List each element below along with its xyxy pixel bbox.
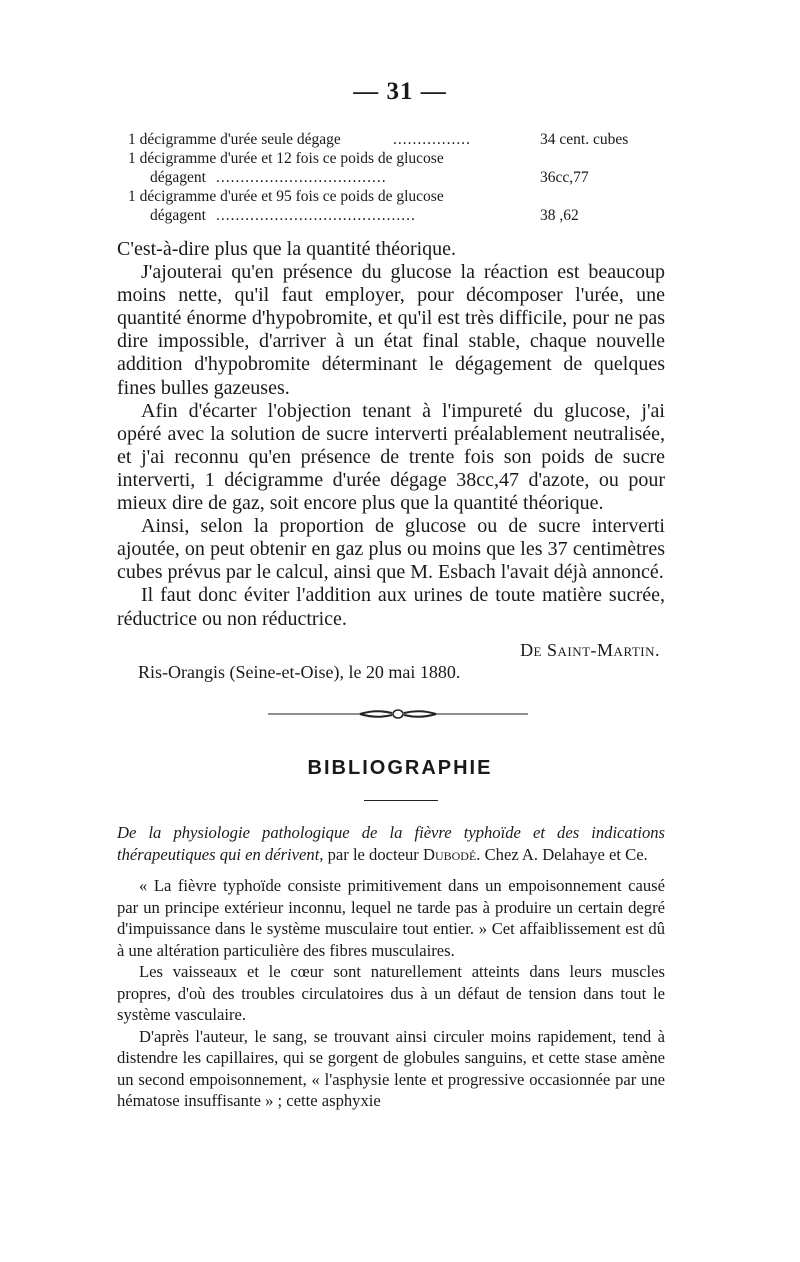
result-row xyxy=(128,130,668,149)
place-date: Ris-Orangis (Seine-et-Oise), le 20 mai 1880. xyxy=(138,662,461,682)
result-value: 36cc,77 xyxy=(540,169,589,186)
results-list xyxy=(128,130,668,225)
heading-rule xyxy=(364,800,438,801)
result-row xyxy=(128,168,668,187)
result-text: 1 décigramme d'urée et 12 fois ce poids de glucose xyxy=(128,150,444,167)
result-value: 38 ,62 xyxy=(540,207,579,224)
review-paragraph: Les vaisseaux et le cœur sont naturellement atteints dans leurs muscles propres, d'où des troubles circulatoires dus à un défaut de tension dans tout le système vasculaire. xyxy=(117,962,665,1024)
result-leader: ......................................... xyxy=(216,207,416,224)
result-row xyxy=(128,187,668,206)
publisher: . Chez A. Delahaye et Ce. xyxy=(476,844,648,864)
bibliography-entry xyxy=(117,822,665,1112)
paragraph: J'ajouterai qu'en présence du glucose la réaction est beaucoup moins nette, qu'il faut employer, pour décomposer l'urée, une quantité énorme d'hypobromite, et qu'il est très difficile, pour ne pas dire impossible, d'arriver à un état final stable, chaque nouvelle addition d'hypobromite déterminant le dégagement de quelques fines bulles gazeuses. xyxy=(117,261,665,399)
result-text: 1 décigramme d'urée seule dégage xyxy=(128,131,341,148)
review-paragraph: D'après l'auteur, le sang, se trouvant ainsi circuler moins rapidement, tend à distendre les capillaires, qui se gorgent de globules sanguins, et cette stase amène un second empoisonnement, « l'asphysie lente et progressive occasionnée par une hématose insuffisante » ; cette asphyxie xyxy=(117,1026,665,1110)
result-leader: ................ xyxy=(393,131,471,148)
paragraph: C'est-à-dire plus que la quantité théorique. xyxy=(117,238,457,260)
author-prefix: par le docteur xyxy=(323,844,423,864)
section-divider-ornament xyxy=(268,704,528,724)
section-heading: BIBLIOGRAPHIE xyxy=(307,757,493,779)
result-text: dégagent xyxy=(150,207,206,224)
author-signature: De Saint-Martin. xyxy=(520,640,660,660)
result-text: dégagent xyxy=(150,169,206,186)
result-text: 1 décigramme d'urée et 95 fois ce poids de glucose xyxy=(128,188,444,205)
paragraph: Ainsi, selon la proportion de glucose ou de sucre interverti ajoutée, on peut obtenir en gaz plus ou moins que les 37 centimètres cubes prévus par le calcul, ainsi que M. Esbach l'avait déjà annoncé. xyxy=(117,515,665,584)
result-row xyxy=(128,149,668,168)
result-leader: ................................... xyxy=(216,169,387,186)
result-row xyxy=(128,206,668,225)
bibliography-citation xyxy=(117,822,665,865)
book-author: Dubodé xyxy=(422,844,477,864)
page-number: — 31 — xyxy=(353,78,447,105)
article-body xyxy=(117,238,665,631)
paragraph: Afin d'écarter l'objection tenant à l'impureté du glucose, j'ai opéré avec la solution de sucre interverti préalablement neutralisée, et j'ai reconnu qu'en présence de trente fois son poids de sucre interverti, 1 décigramme d'urée dégage 38cc,47 d'azote, ou pour mieux dire de gaz, soit encore plus que la quantité théorique. xyxy=(117,399,665,515)
book-title: De la physiologie pathologique de la fièvre typhoïde et des indications thérapeutiques qui en dérivent, xyxy=(117,823,665,864)
paragraph: Il faut donc éviter l'addition aux urines de toute matière sucrée, réductrice ou non réductrice. xyxy=(117,584,665,630)
result-value: 34 cent. cubes xyxy=(540,131,629,148)
review-paragraph: « La fièvre typhoïde consiste primitivement dans un empoisonnement causé par un principe extérieur inconnu, lequel ne tarde pas à produire un certain degré d'impuissance dans le système musculaire tout entier. » Cet affaiblissement est dû à une altération particulière des fibres musculaires. xyxy=(117,876,665,960)
